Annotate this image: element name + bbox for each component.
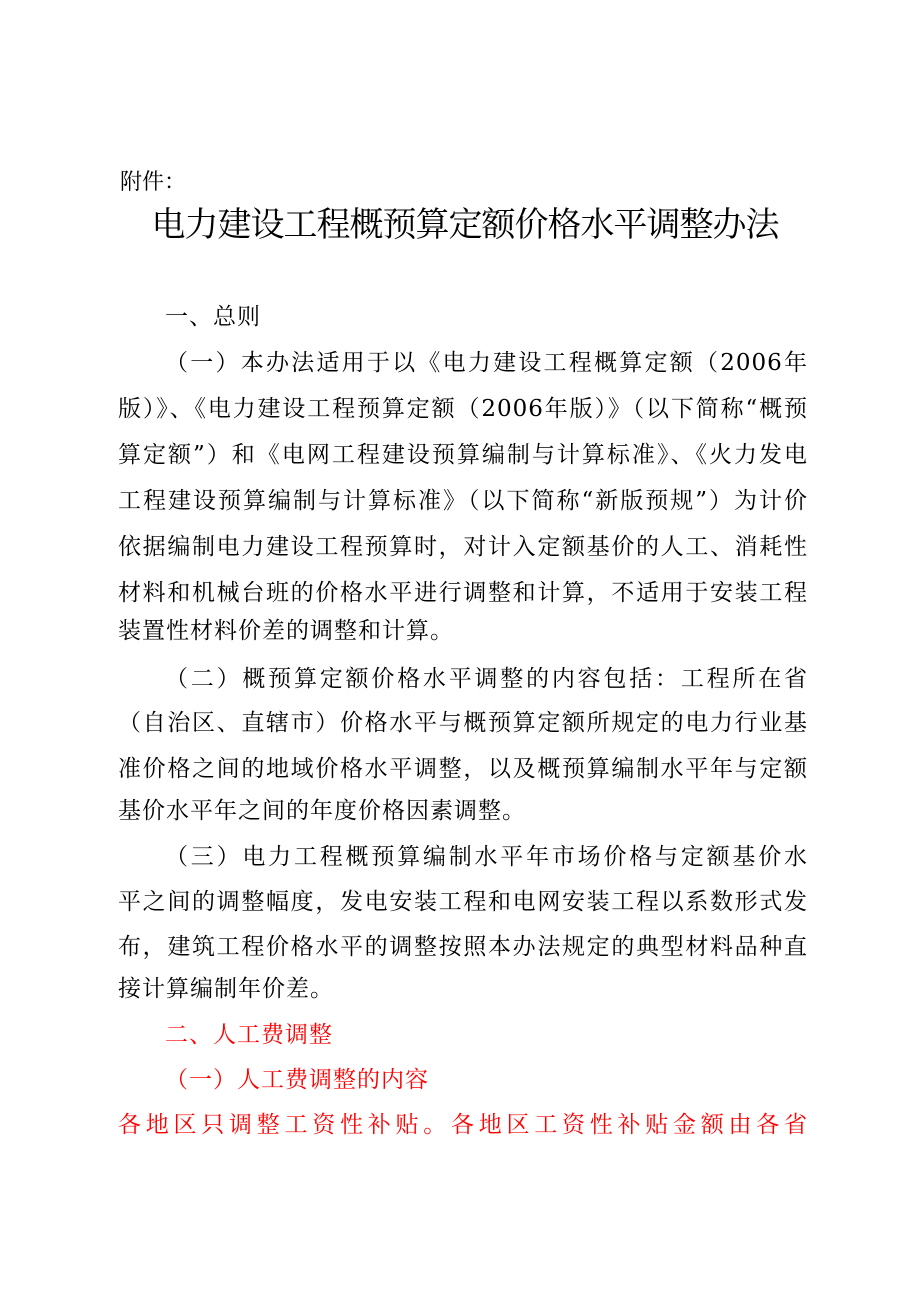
section-1-para-3-line-3: 布，建筑工程价格水平的调整按照本办法规定的典型材料品种直 — [118, 934, 808, 960]
section-1-para-1-line-4: 工程建设预算编制与计算标准》（以下简称“新版预规”）为计价 — [118, 488, 808, 514]
section-2-subheading: （一）人工费调整的内容 — [165, 1067, 429, 1093]
section-1-para-1-line-5: 依据编制电力建设工程预算时，对计入定额基价的人工、消耗性 — [118, 534, 808, 560]
section-1-para-1-line-3: 算定额”）和《电网工程建设预算编制与计算标准》、《火力发电 — [118, 442, 808, 468]
document-title: 电力建设工程概预算定额价格水平调整办法 — [151, 205, 779, 245]
attachment-label: 附件： — [120, 170, 187, 195]
section-2-heading: 二、人工费调整 — [165, 1022, 333, 1048]
section-1-para-3-line-2: 平之间的调整幅度，发电安装工程和电网安装工程以系数形式发 — [118, 889, 808, 915]
section-1-para-3-line-1: （三）电力工程概预算编制水平年市场价格与定额基价水 — [165, 844, 808, 870]
section-1-para-1-line-1: （一）本办法适用于以《电力建设工程概算定额（2006年 — [165, 350, 808, 376]
section-1-para-1-line-7: 装置性材料价差的调整和计算。 — [118, 618, 454, 644]
section-1-para-3-line-4: 接计算编制年价差。 — [118, 976, 334, 1002]
section-1-para-2-line-1: （二）概预算定额价格水平调整的内容包括：工程所在省 — [165, 666, 808, 692]
section-1-para-2-line-4: 基价水平年之间的年度价格因素调整。 — [118, 798, 526, 824]
section-2-para-1-line-1: 各地区只调整工资性补贴。各地区工资性补贴金额由各省 — [118, 1112, 808, 1138]
section-1-para-1-line-2: 版）》、《电力建设工程预算定额（2006年版）》（以下简称“概预 — [118, 396, 808, 422]
section-1-heading: 一、总则 — [165, 304, 261, 330]
section-1-para-2-line-2: （自治区、直辖市）价格水平与概预算定额所规定的电力行业基 — [118, 710, 808, 736]
section-1-para-1-line-6: 材料和机械台班的价格水平进行调整和计算，不适用于安装工程 — [118, 580, 808, 606]
section-1-para-2-line-3: 准价格之间的地域价格水平调整，以及概预算编制水平年与定额 — [118, 756, 808, 782]
